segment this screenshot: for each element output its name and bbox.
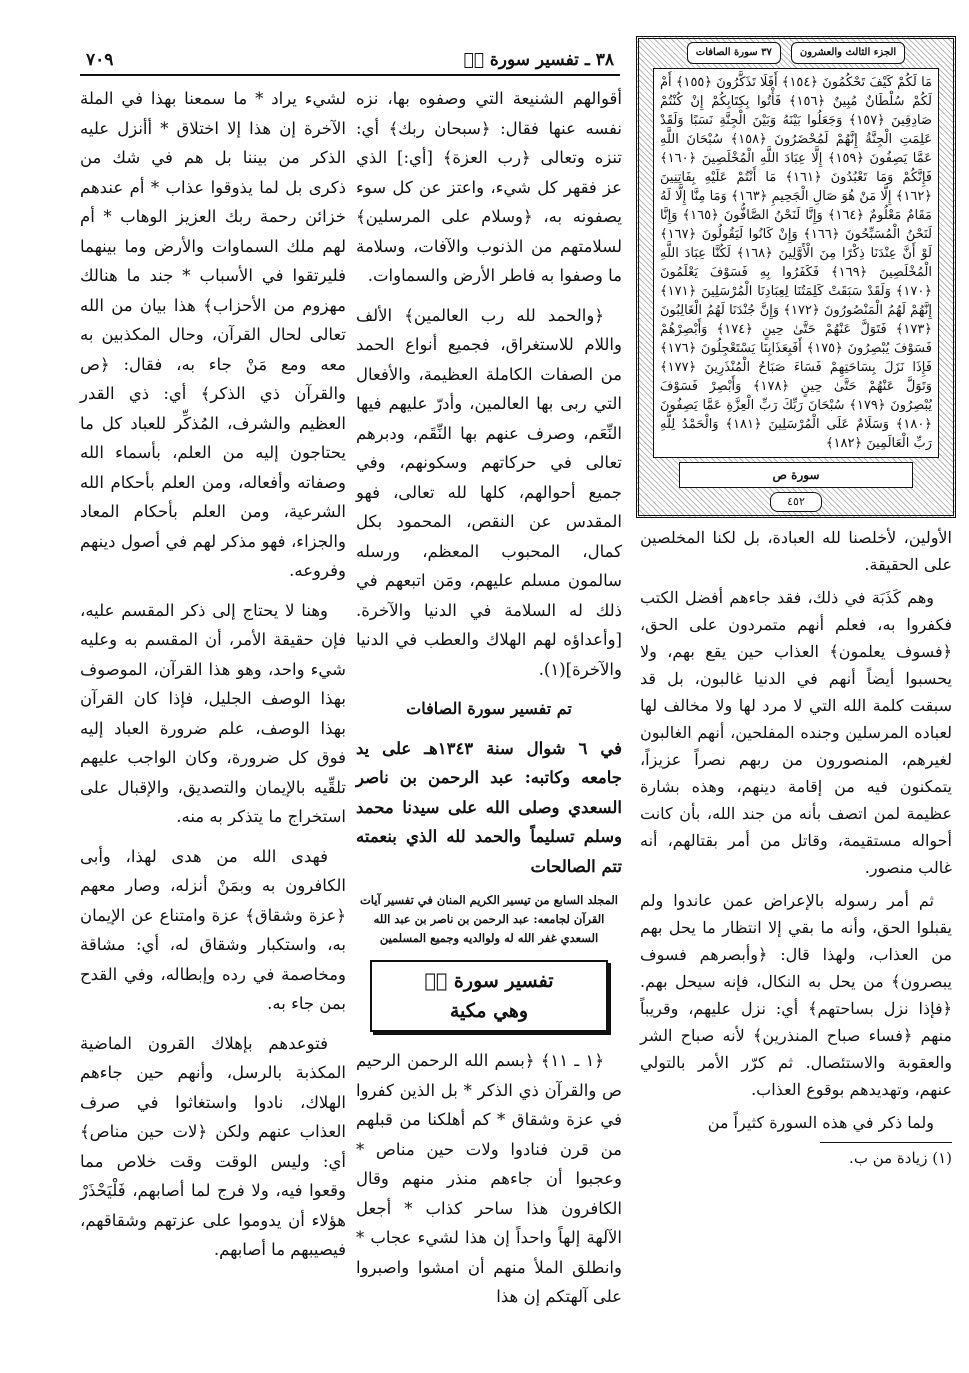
quran-verses: مَا لَكُمْ كَيْفَ تَحْكُمُونَ ﴿١٥٤﴾ أَفَلَا تَذَكَّرُونَ ﴿١٥٥﴾ أَمْ لَكُمْ سُلْطَانٌ مُبِينٌ ﴿١٥٦﴾ فَأْتُوا بِكِتَابِكُمْ إِنْ كُنْتُمْ صَادِقِينَ ﴿١٥٧﴾ وَجَعَلُوا بَيْنَهُ وَبَيْنَ الْجِنَّةِ نَسَبًا وَلَقَدْ عَلِمَتِ الْجِنَّةُ إِنَّهُمْ لَمُحْضَرُونَ ﴿١٥٨﴾ سُبْحَانَ اللَّهِ عَمَّا يَصِفُونَ ﴿١٥٩﴾ إِلَّا عِبَادَ اللَّهِ الْمُخْلَصِينَ ﴿١٦٠﴾ فَإِنَّكُمْ وَمَا تَعْبُدُونَ ﴿١٦١﴾ مَا أَنْتُمْ عَلَيْهِ بِفَاتِنِينَ ﴿١٦٢﴾ إِلَّا مَنْ هُوَ صَالِ الْجَحِيمِ ﴿١٦٣﴾ وَمَا مِنَّا إِلَّا لَهُ مَقَامٌ مَعْلُومٌ ﴿١٦٤﴾ وَإِنَّا لَنَحْنُ الصَّافُّونَ ﴿١٦٥﴾ وَإِنَّا لَنَحْنُ الْمُسَبِّحُونَ ﴿١٦٦﴾ وَإِنْ كَانُوا لَيَقُولُونَ ﴿١٦٧﴾ لَوْ أَنَّ عِنْدَنَا ذِكْرًا مِنَ الْأَوَّلِينَ ﴿١٦٨﴾ لَكُنَّا عِبَادَ اللَّهِ الْمُخْلَصِينَ ﴿١٦٩﴾ فَكَفَرُوا بِهِ فَسَوْفَ يَعْلَمُونَ ﴿١٧٠﴾ وَلَقَدْ سَبَقَتْ كَلِمَتُنَا لِعِبَادِنَا الْمُرْسَلِينَ ﴿١٧١﴾ إِنَّهُمْ لَهُمُ الْمَنْصُورُونَ ﴿١٧٢﴾ وَإِنَّ جُنْدَنَا لَهُمُ الْغَالِبُونَ ﴿١٧٣﴾ فَتَوَلَّ عَنْهُمْ حَتَّىٰ حِينٍ ﴿١٧٤﴾ وَأَبْصِرْهُمْ فَسَوْفَ يُبْصِرُونَ ﴿١٧٥﴾ أَفَبِعَذَابِنَا يَسْتَعْجِلُونَ ﴿١٧٦﴾ فَإِذَا نَزَلَ بِسَاحَتِهِمْ فَسَاءَ صَبَاحُ الْمُنْذَرِينَ ﴿١٧٧﴾ وَتَوَلَّ عَنْهُمْ حَتَّىٰ حِينٍ ﴿١٧٨﴾ وَأَبْصِرْ فَسَوْفَ يُبْصِرُونَ ﴿١٧٩﴾ سُبْحَانَ رَبِّكَ رَبِّ الْعِزَّةِ عَمَّا يَصِفُونَ ﴿١٨٠﴾ وَسَلَامٌ عَلَى الْمُرْسَلِينَ ﴿١٨١﴾ وَالْحَمْدُ لِلَّهِ رَبِّ الْعَالَمِينَ ﴿١٨٢﴾ <box>653 68 939 458</box>
middle-column <box>356 84 622 1322</box>
paragraph: أقوالهم الشنيعة التي وصفوه بها، نزه نفسه عنها فقال: ﴿سبحان ربك﴾ أي: تنزه وتعالى ﴿رب العزة﴾ [أي:] الذي عز فقهر كل شيء، واعتز عن كل سوء يصفونه به، ﴿وسلام على المرسلين﴾ لسلامتهم من الذنوب والآفات، وسلامة ما وصفوا به فاطر الأرض والسماوات. <box>356 89 622 285</box>
frame-footer <box>653 492 939 512</box>
volume-note: المجلد السابع من تيسير الكريم المنان في تفسير آيات القرآن لجامعه: عبد الرحمن بن ناصر بن عبد الله السعدي غفر الله له ولوالديه وجميع المسلمين <box>359 893 618 945</box>
sura-label: ٣٧ سورة الصافات <box>687 42 781 64</box>
sura-title: تفسير سورة صۤ <box>424 970 554 992</box>
end-of-sura-heading: تم تفسير سورة الصافات <box>406 699 572 718</box>
footnote: (١) زيادة من ب. <box>849 1149 952 1167</box>
paragraph: فهدى الله من هدى لهذا، وأبى الكافرون به وبمَنْ أنزله، وصار معهم ﴿عزة وشقاق﴾ عزة وامتناع عن الإيمان به، واستكبار وشقاق له، أي: مشاقة ومخاصمة في رده وإبطاله، وفي القدح بمن جاء به. <box>80 846 346 1013</box>
mushaf-frame <box>636 36 956 518</box>
paragraph: ثم أمر رسوله بالإعراض عمن عاندوا ولم يقبلوا الحق، وأنه ما بقي إلا انتظار ما يحل بهم من العذاب، ولهذا قال: ﴿وأبصرهم فسوف يبصرون﴾ من يحل به النكال، فإنه سيحل بهم. ﴿فإذا نزل بساحتهم﴾ أي: نزل عليهم، وقريباً منهم ﴿فساء صباح المنذرين﴾ لأنه صباح الشر والعقوبة والاستئصال. ثم كرّر الأمر بالتولي عنهم، وتهديدهم بوقوع العذاب. <box>640 891 952 1099</box>
running-header <box>80 50 620 76</box>
paragraph: فتوعدهم بإهلاك القرون الماضية المكذبة بالرسل، وأنهم حين جاءهم الهلاك، نادوا واستغاثوا في صرف العذاب عنهم ولكن ﴿لات حين مناص﴾ أي: وليس الوقت وقت خلاص مما وقعوا فيه، ولا فرج لما أصابهم، فَلْيَحْذَرْ هؤلاء أن يدوموا على عزتهم وشقاقهم، فيصيبهم ما أصابهم. <box>80 1033 346 1259</box>
juz-label: الجزء الثالث والعشرون <box>791 42 905 64</box>
frame-header <box>653 42 939 64</box>
paragraph: ولما ذكر في هذه السورة كثيراً من <box>707 1113 934 1132</box>
paragraph: ﴿١ ـ ١١﴾ ﴿بسم الله الرحمن الرحيم ص والقرآن ذي الذكر * بل الذين كفروا في عزة وشقاق * كم أهلكنا من قبلهم من قرن فنادوا ولات حين مناص * وعجبوا أن جاءهم منذر منهم وقال الكافرون هذا ساحر كذاب * أجعل الآلهة إلهاً واحداً إن هذا لشيء عجاب * وانطلق الملأ منهم أن امشوا واصبروا على آلهتكم إن هذا <box>356 1051 622 1306</box>
right-column <box>640 524 952 1172</box>
running-title: ٣٨ ـ تفسير سورة صۤ <box>463 50 614 70</box>
paragraph: ﴿والحمد لله رب العالمين﴾ الألف واللام للاستغراق، فجميع أنواع الحمد من الصفات الكاملة العظيمة، والأفعال التي ربى بها العالمين، وأدرّ عليهم فيها النِّعَم، وصرف عنهم بها النِّقَم، ودبرهم تعالى في حركاتهم وسكونهم، وفي جميع أحوالهم، كلها لله تعالى، فهو المقدس عن النقص، المحمود بكل كمال، المحبوب المعظم، ورسله سالمون مسلم عليهم، ومَن اتبعهم في ذلك له السلامة في الدنيا والآخرة. [وأعداؤه لهم الهلاك والعطب في الدنيا والآخرة](١). <box>356 305 622 679</box>
sura-type: وهي مكية <box>449 1000 529 1022</box>
footnote-divider <box>820 1142 952 1143</box>
paragraph: الأولين، لأخلصنا لله العبادة، بل لكنا المخلصين على الحقيقة. <box>640 528 952 574</box>
sura-title-box <box>370 960 608 1032</box>
paragraph: وهنا لا يحتاج إلى ذكر المقسم عليه، فإن حقيقة الأمر، أن المقسم به وعليه شيء واحد، وهو هذا القرآن، الموصوف بهذا الوصف الجليل، فإذا كان القرآن بهذا الوصف، علم ضرورة العباد إليه فوق كل ضرورة، وكان الواجب عليهم تلقِّيه بالإيمان والتصديق، والإقبال على استخراج ما يتذكر به منه. <box>80 600 346 826</box>
next-sura-banner: سورة ص <box>679 462 913 488</box>
left-column <box>80 84 346 1275</box>
right-side <box>636 36 956 1172</box>
page-number: ٧٠٩ <box>86 50 114 70</box>
colophon: في ٦ شوال سنة ١٣٤٣هـ على يد جامعه وكاتبه: عبد الرحمن بن ناصر السعدي وصلى الله على سيدنا محمد وسلم تسليماً والحمد لله الذي بنعمته تتم الصالحات <box>356 738 622 876</box>
paragraph: لشيء يراد * ما سمعنا بهذا في الملة الآخرة إن هذا إلا اختلاق * أأنزل عليه الذكر من بيننا بل هم في شك من ذكرى بل لما يذوقوا عذاب * أم عندهم خزائن رحمة ربك العزيز الوهاب * أم لهم ملك السماوات والأرض وما بينهما فليرتقوا في الأسباب * جند ما هنالك مهزوم من الأحزاب﴾ هذا بيان من الله تعالى لحال القرآن، وحال المكذبين به معه ومع مَنْ جاء به، فقال: ﴿ص والقرآن ذي الذكر﴾ أي: ذي القدر العظيم والشرف، المُذكِّر للعباد كل ما يحتاجون إليه من العلم، بأسماء الله وصفاته وأفعاله، ومن العلم بأحكام الله الشرعية، ومن العلم بأحكام المعاد والجزاء، فهو مذكر لهم في أصول دينهم وفروعه. <box>80 89 346 580</box>
paragraph: وهم كَذَبَة في ذلك، فقد جاءهم أفضل الكتب فكفروا به، فعلم أنهم متمردون على الحق، ﴿فسوف يعلمون﴾ العذاب حين يقع بهم، ولا يحسبوا أيضاً أنهم في الدنيا غالبون، بل قد سبقت كلمة الله التي لا مرد لها ولا مخالف لها لعباده المرسلين وجنده المفلحين، أنهم الغالبون لغيرهم، المنصورون من ربهم نصراً عزيزاً، يتمكنون فيه من إقامة دينهم، وهذه بشارة عظيمة لمن اتصف بأنه من جند الله، بأن كانت أحواله مستقيمة، وقاتل من أمر بقتالهم، أنه غالب منصور. <box>640 588 952 877</box>
mushaf-page-number: ٤٥٢ <box>770 492 822 512</box>
